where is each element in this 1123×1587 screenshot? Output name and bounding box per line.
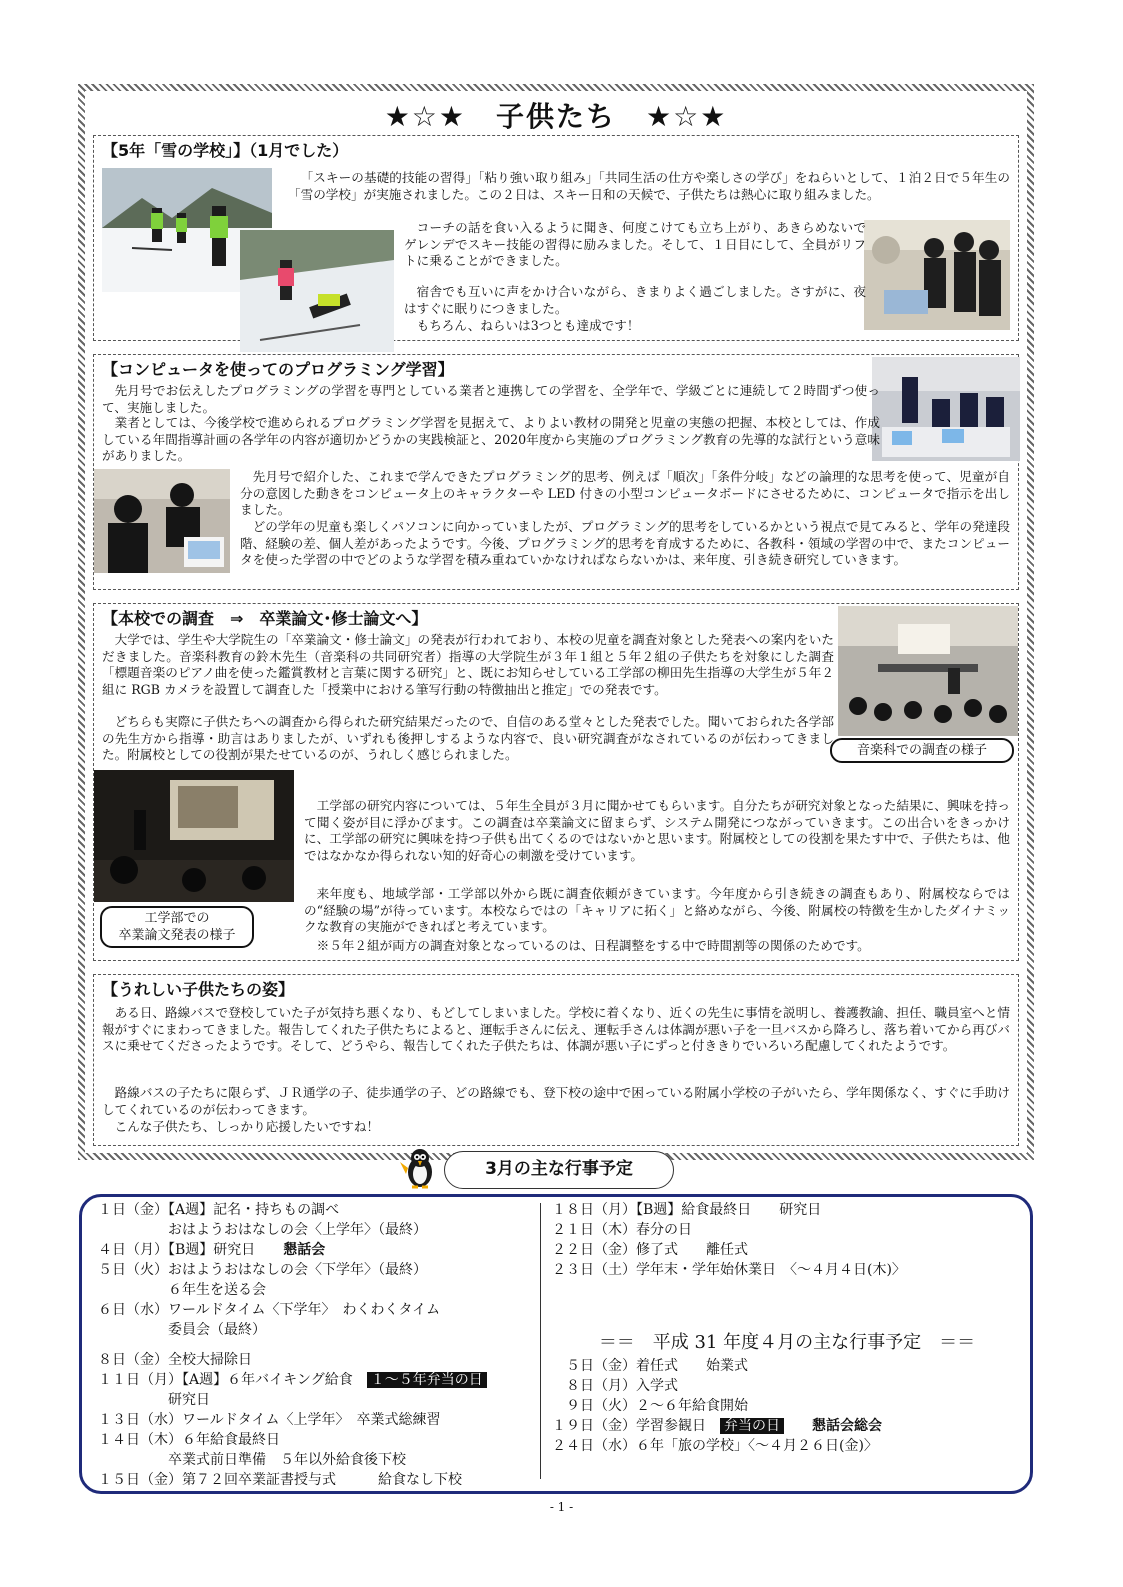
lodge-photo xyxy=(864,220,1010,330)
programming-paragraph-3: 先月号で紹介した、これまで学んできたプログラミング的思考、例えば「順次」「条件分岐」などの論理的な思考を使って、児童が自分の意図した動きをコンピュータ上のキャラクターや LED 付きの小型コンピュータボードにさせるために、コンピュータで指示を出しました。 xyxy=(240,469,1010,517)
music-photo-caption: 音楽科での調査の様子 xyxy=(830,738,1014,763)
section-programming xyxy=(93,354,1019,590)
section-heading: 【5年「雪の学校」】（1月でした） xyxy=(102,141,349,160)
april-schedule-heading: ＝＝ 平成 31 年度４月の主な行事予定 ＝＝ xyxy=(598,1332,976,1353)
section-heading: 【コンピュータを使ってのプログラミング学習】 xyxy=(102,360,454,379)
schedule-item: １８日（月）【B週】給食最終日 研究日 xyxy=(552,1202,822,1218)
april-item: ２４日（水）６年「旅の学校」〈～４月２６日(金)〉 xyxy=(552,1438,878,1454)
section-research xyxy=(93,603,1019,961)
snow-paragraph-3: 宿舎でも互いに声をかけ合いながら、きまりよく過ごしました。さすがに、夜はすぐに眠りにつきました。 xyxy=(404,284,866,316)
schedule-item: おはようおはなしの会〈上学年〉（最終） xyxy=(98,1222,427,1238)
schedule-box xyxy=(79,1194,1033,1494)
happy-paragraph-3: こんな子供たち、しっかり応援したいですね！ xyxy=(114,1119,380,1134)
lunch-box-day-badge: １～５年弁当の日 xyxy=(367,1372,487,1388)
happy-paragraph-2: 路線バスの子たちに限らず、ＪＲ通学の子、徒歩通学の子、どの路線でも、登下校の途中で困っている附属小学校の子がいたら、学年関係なく、すぐに手助けしてくれているのが伝わってきます。 xyxy=(102,1085,1010,1117)
schedule-item: 卒業式前日準備 ５年以外給食後下校 xyxy=(98,1452,406,1468)
schedule-item: ６年生を送る会 xyxy=(98,1282,266,1298)
schedule-item: ４日（月）【B週】研究日 懇話会 xyxy=(98,1242,326,1258)
computer-class-photo-2 xyxy=(94,469,230,573)
schedule-item: １１日（月）【A週】６年バイキング給食 １～５年弁当の日 xyxy=(98,1370,538,1390)
schedule-spacer xyxy=(98,1340,538,1350)
schedule-left-column xyxy=(98,1200,538,1490)
snow-paragraph-4: もちろん、ねらいは3つとも達成です！ xyxy=(416,318,640,333)
newsletter-frame xyxy=(78,84,1034,1160)
snow-paragraph-2: コーチの話を食い入るように聞き、何度こけても立ち上がり、あきらめないでゲレンデでスキー技能の習得に励みました。そして、１日目にして、全員がリフトに乗ることができました。 xyxy=(404,220,866,268)
ski-photo-2 xyxy=(240,230,394,352)
schedule-item: ８日（金）全校大掃除日 xyxy=(98,1352,252,1368)
engineering-photo-caption xyxy=(100,906,254,948)
caption-line-1: 工学部での xyxy=(144,911,210,926)
programming-paragraph-1: 先月号でお伝えしたプログラミングの学習を専門としている業者と連携しての学習を、全学年で、学級ごとに連続して２時間ずつ使って、実施しました。 xyxy=(102,383,880,415)
schedule-item: 委員会（最終） xyxy=(98,1322,266,1338)
computer-class-photo-1 xyxy=(872,357,1020,461)
section-happy-kids xyxy=(93,974,1019,1146)
bird-mascot-icon xyxy=(398,1146,440,1190)
april-item: ９日（火）２～６年給食開始 xyxy=(566,1398,748,1414)
april-item: ８日（月）入学式 xyxy=(566,1378,678,1394)
schedule-item: ２１日（木）春分の日 xyxy=(552,1222,692,1238)
snow-paragraph-1: 「スキーの基礎的技能の習得」「粘り強い取り組み」「共同生活の仕方や楽しさの学び」をねらいとして、１泊２日で５年生の「雪の学校」が実施されました。この２日は、スキー日和の天候で、子供たちは熱心に取り組みました。 xyxy=(288,170,1010,202)
page-title: ★☆★ 子供たち ★☆★ xyxy=(384,100,728,133)
page-number: - 1 - xyxy=(549,1500,574,1514)
happy-paragraph-1: ある日、路線バスで登校していた子が気持ち悪くなり、もどしてしまいました。学校に着くなり、近くの先生に事情を説明し、養護教諭、担任、職員室へと情報がすぐにまわってきました。報告してくれた子供たちによると、運転手さんに伝え、運転手さんは体調が悪い子を一旦バスから降ろし、落ち着いてから再びバスに乗せてくださったようです。そして、どうやら、報告してくれた子供たちは、体調が悪い子にずっと付ききりでいろいろ配慮してくれたようです。 xyxy=(102,1005,1010,1053)
engineering-presentation-photo xyxy=(94,770,294,902)
section-heading: 【本校での調査 ⇒ 卒業論文･修士論文へ】 xyxy=(102,609,428,628)
schedule-item: ２２日（金）修了式 離任式 xyxy=(552,1242,748,1258)
research-paragraph-1: 大学では、学生や大学院生の「卒業論文・修士論文」の発表が行われており、本校の児童を調査対象とした発表への案内をいただきました。音楽科教育の鈴木先生（音楽科の共同研究者）指導の大学院生が３年１組と５年２組の子供たちを対象にした調査「標題音楽のピアノ曲を使った鑑賞教材と言葉に関する研究」と、既にお知らせしている工学部の柳田先生指導の大学生が５年２組に RGB カメラを設置して調査した「授業中における筆写行動の特徴抽出と推定」での発表です。 xyxy=(102,632,835,697)
music-research-photo xyxy=(838,606,1018,736)
schedule-item: １日（金）【A週】記名・持ちもの調べ xyxy=(98,1202,340,1218)
research-paragraph-5: ※５年２組が両方の調査対象となっているのは、日程調整をする中で時間割等の関係のためです。 xyxy=(316,938,870,953)
programming-paragraph-4: どの学年の児童も楽しくパソコンに向かっていましたが、プログラミング的思考をしているかという視点で見てみると、学年の発達段階、経験の差、個人差があったようです。今後、プログラミング的思考を育成するために、各教科・領域の学習の中で、またコンピュータを使った学習の中でどのような学習を積み重ねていかなければならないかは、来年度、引き続き研究していきます。 xyxy=(240,519,1010,567)
april-item: ５日（金）着任式 始業式 xyxy=(566,1358,748,1374)
programming-paragraph-2: 業者としては、今後学校で進められるプログラミング学習を見据えて、よりよい教材の開発と児童の実態の把握、本校としては、作成している年間指導計画の各学年の内容が適切かどうかの実践検証と、2020年度から実施のプログラミング教育の先導的な試行という意味がありました。 xyxy=(102,415,880,463)
schedule-divider xyxy=(540,1203,541,1479)
schedule-item: １５日（金）第７２回卒業証書授与式 給食なし下校 xyxy=(98,1472,462,1488)
april-item: １９日（金）学習参観日 弁当の日 懇話会総会 xyxy=(552,1418,882,1434)
research-paragraph-4: 来年度も、地域学部・工学部以外から既に調査依頼がきています。今年度から引き続きの調査もあり、附属校ならではの“経験の場”が待っています。本校ならではの「キャリアに拓く」と絡めながら、今後、附属校の特徴を生かしたダイナミックな教育の実施ができればと考えています。 xyxy=(304,886,1010,934)
schedule-item: １３日（水）ワールドタイム〈上学年〉 卒業式総練習 xyxy=(98,1412,441,1428)
research-paragraph-2: どちらも実際に子供たちへの調査から得られた研究結果だったので、自信のある堂々とした発表でした。聞いておられた各学部の先生方から指導・助言はありましたが、いずれも後押しするような内容で、良い研究調査がなされているのが伝わってきました。附属校としての役割が果たせているのが、うれしく感じられました。 xyxy=(102,714,834,762)
schedule-item: ２３日（土）学年末・学年始休業日 〈～４月４日(木)〉 xyxy=(552,1262,906,1278)
schedule-item: １４日（木）６年給食最終日 xyxy=(98,1432,280,1448)
caption-line-2: 卒業論文発表の様子 xyxy=(118,928,236,943)
schedule-item: 研究日 xyxy=(98,1392,210,1408)
section-snow-school xyxy=(93,135,1019,341)
schedule-item: ５日（火）おはようおはなしの会〈下学年〉（最終） xyxy=(98,1262,427,1278)
lunch-box-day-badge: 弁当の日 xyxy=(720,1418,784,1434)
section-heading: 【うれしい子供たちの姿】 xyxy=(102,980,295,999)
schedule-right-column xyxy=(552,1200,1022,1456)
schedule-item: ６日（水）ワールドタイム〈下学年〉 わくわくタイム xyxy=(98,1302,441,1318)
schedule-heading: 3月の主な行事予定 xyxy=(444,1151,674,1189)
research-paragraph-3: 工学部の研究内容については、５年生全員が３月に聞かせてもらいます。自分たちが研究対象となった結果に、興味を持って聞く姿が目に浮かびます。この調査は卒業論文に留まらず、システム開発につながっていきます。この出合いをきっかけに、工学部の研究に興味を持つ子供も出てくるのではないかと思います。附属校としての役割を果たす中で、子供たちは、他ではなかなか得られない知的好奇心の刺激を受けています。 xyxy=(304,798,1010,863)
